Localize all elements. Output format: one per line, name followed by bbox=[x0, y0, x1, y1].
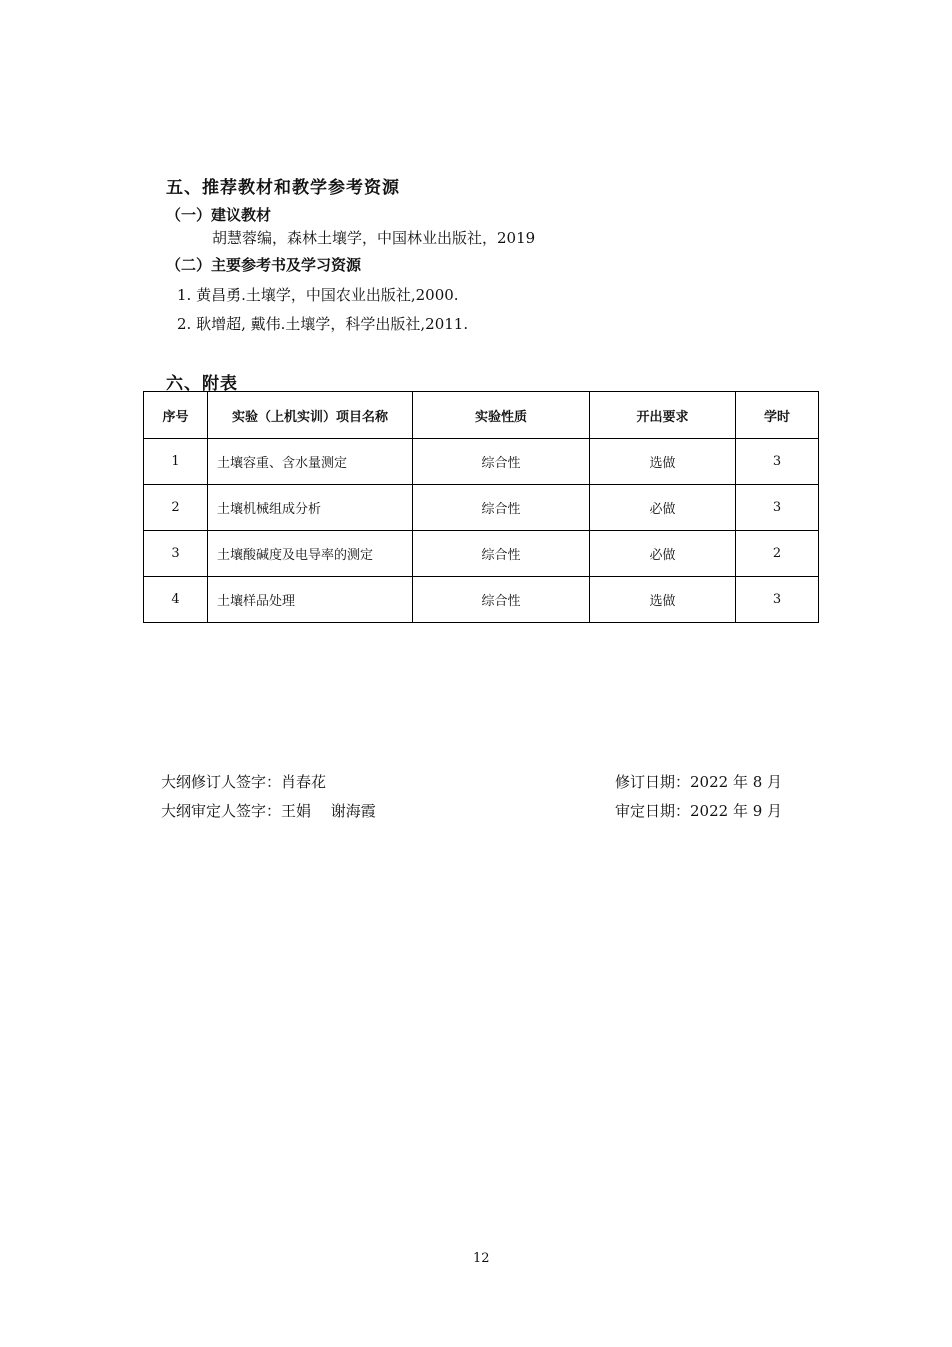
table-header-row bbox=[144, 392, 819, 439]
cell-requirement: 必做 bbox=[590, 531, 736, 577]
experiment-table bbox=[143, 391, 819, 623]
cell-no: 4 bbox=[144, 577, 208, 623]
header-type: 实验性质 bbox=[413, 392, 590, 439]
subsection-references-title: （二）主要参考书及学习资源 bbox=[166, 256, 362, 274]
subsection-textbook-title: （一）建议教材 bbox=[166, 206, 272, 224]
table-row bbox=[144, 577, 819, 623]
cell-no: 1 bbox=[144, 439, 208, 485]
cell-requirement: 必做 bbox=[590, 485, 736, 531]
cell-hours: 3 bbox=[736, 485, 819, 531]
cell-no: 2 bbox=[144, 485, 208, 531]
revise-signature: 大纲修订人签字：肖春花 bbox=[161, 773, 327, 791]
cell-name: 土壤样品处理 bbox=[208, 577, 413, 623]
approve-signature: 大纲审定人签字：王娟 谢海霞 bbox=[161, 802, 376, 820]
textbook-entry: 胡慧蓉编，森林土壤学，中国林业出版社，2019 bbox=[212, 229, 536, 247]
cell-no: 3 bbox=[144, 531, 208, 577]
cell-hours: 2 bbox=[736, 531, 819, 577]
header-requirement: 开出要求 bbox=[590, 392, 736, 439]
cell-requirement: 选做 bbox=[590, 439, 736, 485]
revise-date: 修订日期：2022 年 8 月 bbox=[615, 773, 783, 791]
table-row bbox=[144, 485, 819, 531]
page-number: 12 bbox=[473, 1251, 490, 1266]
reference-item-2: 2. 耿增超, 戴伟.土壤学，科学出版社,2011. bbox=[177, 315, 469, 333]
cell-type: 综合性 bbox=[413, 485, 590, 531]
reference-item-1: 1. 黄昌勇.土壤学，中国农业出版社,2000. bbox=[177, 286, 459, 304]
section5-title: 五、推荐教材和教学参考资源 bbox=[166, 178, 400, 198]
header-hours: 学时 bbox=[736, 392, 819, 439]
table-row bbox=[144, 531, 819, 577]
approve-date: 审定日期：2022 年 9 月 bbox=[615, 802, 783, 820]
cell-name: 土壤机械组成分析 bbox=[208, 485, 413, 531]
header-name: 实验（上机实训）项目名称 bbox=[208, 392, 413, 439]
cell-type: 综合性 bbox=[413, 439, 590, 485]
cell-hours: 3 bbox=[736, 577, 819, 623]
cell-hours: 3 bbox=[736, 439, 819, 485]
cell-name: 土壤容重、含水量测定 bbox=[208, 439, 413, 485]
cell-type: 综合性 bbox=[413, 531, 590, 577]
cell-name: 土壤酸碱度及电导率的测定 bbox=[208, 531, 413, 577]
section6-title: 六、附表 bbox=[166, 374, 238, 394]
table-row bbox=[144, 439, 819, 485]
cell-requirement: 选做 bbox=[590, 577, 736, 623]
header-no: 序号 bbox=[144, 392, 208, 439]
cell-type: 综合性 bbox=[413, 577, 590, 623]
